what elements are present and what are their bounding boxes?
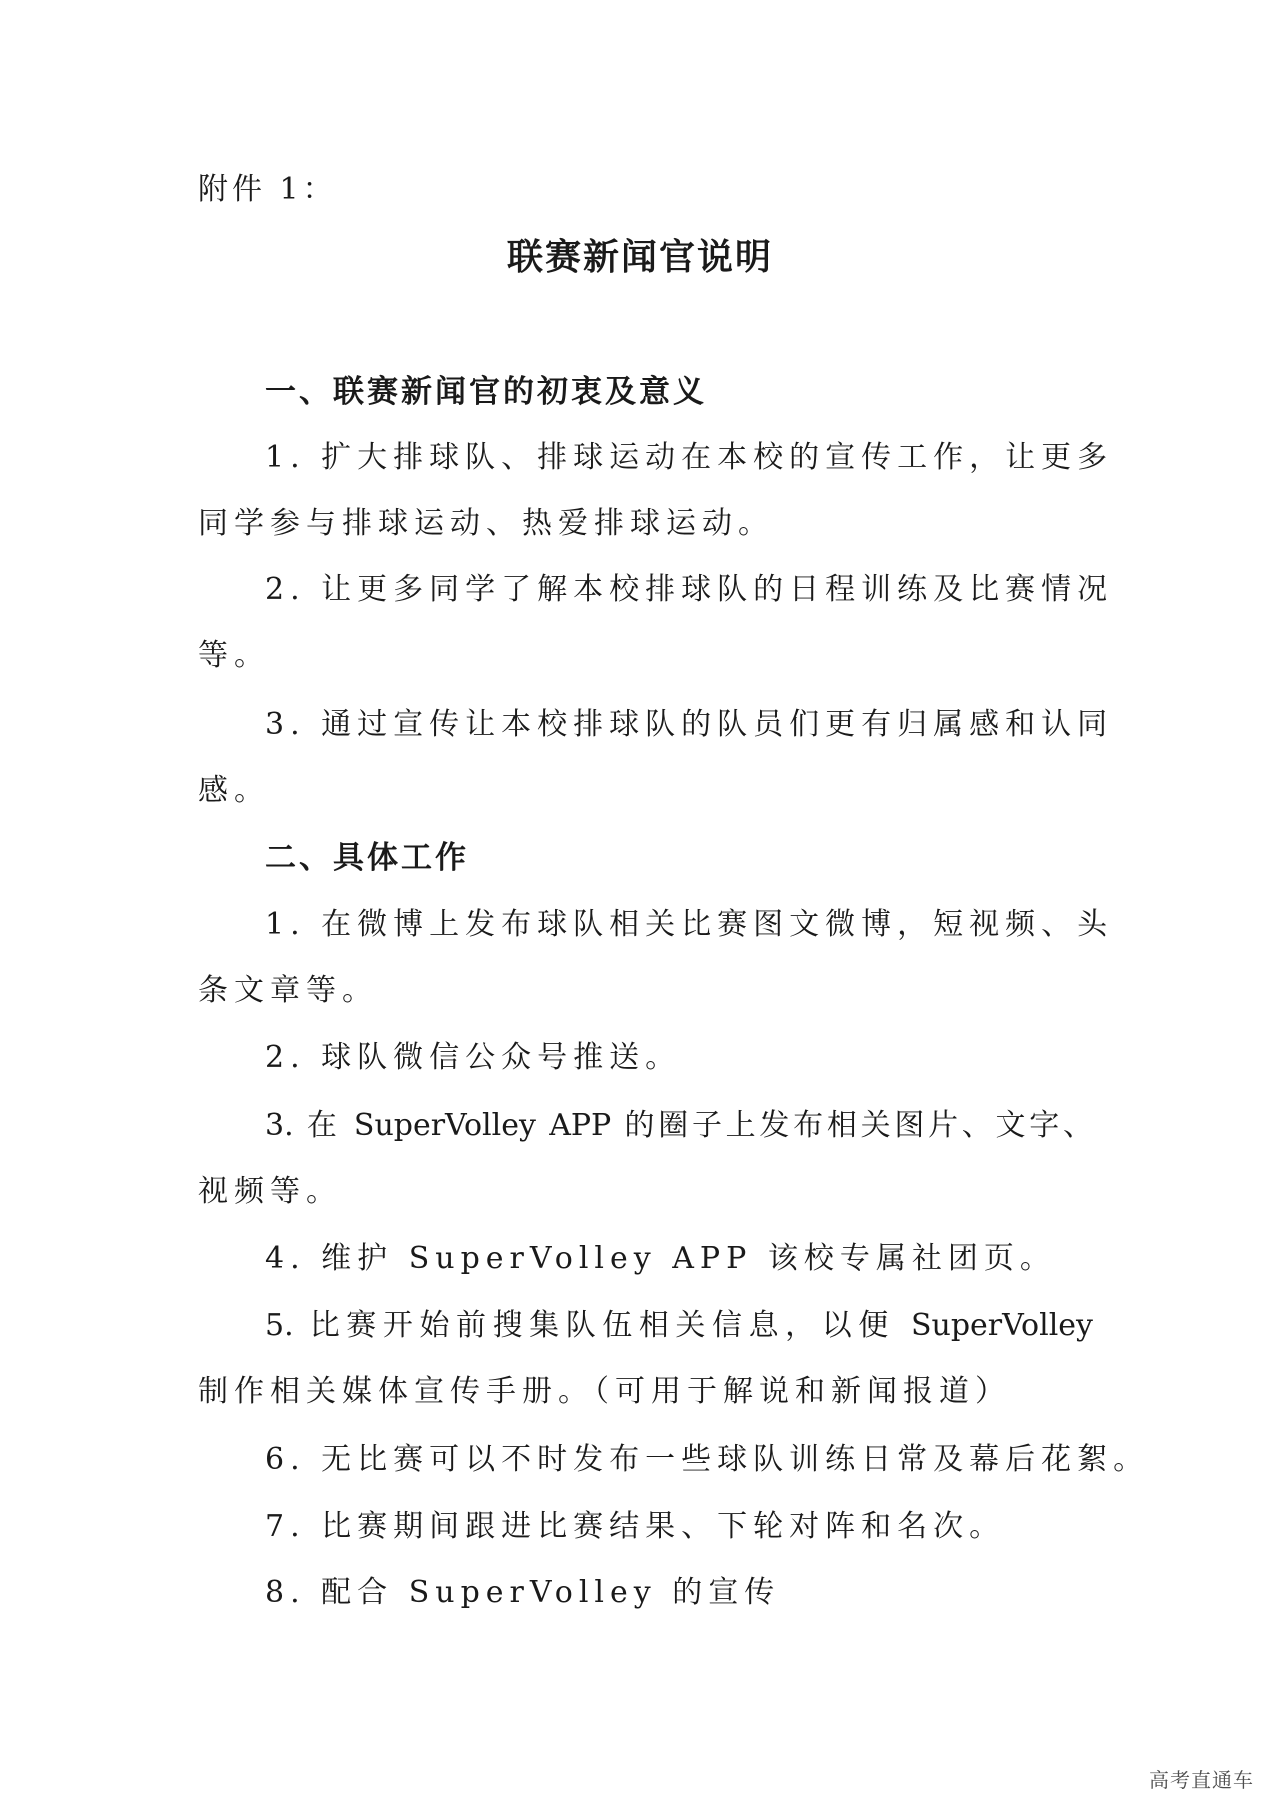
task-item-7-line-1: 7. 比赛期间跟进比赛结果、下轮对阵和名次。 bbox=[265, 1509, 1006, 1544]
task-item-5-line-1: 5. 比赛开始前搜集队伍相关信息，以便 SuperVolley bbox=[265, 1308, 1093, 1343]
attachment-label: 附件 1： bbox=[198, 172, 337, 207]
purpose-item-2-line-1: 2. 让更多同学了解本校排球队的日程训练及比赛情况 bbox=[265, 572, 1114, 607]
task-item-2-line-1: 2. 球队微信公众号推送。 bbox=[265, 1040, 682, 1075]
task-item-6-line-1: 6. 无比赛可以不时发布一些球队训练日常及幕后花絮。 bbox=[265, 1442, 1150, 1477]
purpose-item-3-line-1: 3. 通过宣传让本校排球队的队员们更有归属感和认同 bbox=[265, 707, 1114, 742]
task-item-1-line-1: 1. 在微博上发布球队相关比赛图文微博，短视频、头 bbox=[265, 907, 1114, 942]
task-item-3-line-2: 视频等。 bbox=[198, 1174, 342, 1209]
task-item-8-line-1: 8. 配合 SuperVolley 的宣传 bbox=[265, 1575, 781, 1610]
purpose-item-3-line-2: 感。 bbox=[198, 773, 270, 808]
purpose-item-1-line-1: 1. 扩大排球队、排球运动在本校的宣传工作，让更多 bbox=[265, 440, 1114, 475]
task-item-4-line-1: 4. 维护 SuperVolley APP 该校专属社团页。 bbox=[265, 1241, 1056, 1276]
section-heading-tasks: 二、具体工作 bbox=[265, 840, 469, 876]
purpose-item-1-line-2: 同学参与排球运动、热爱排球运动。 bbox=[198, 506, 774, 541]
task-item-1-line-2: 条文章等。 bbox=[198, 973, 378, 1008]
watermark-label: 高考直通车 bbox=[1145, 1766, 1258, 1794]
document-title: 联赛新闻官说明 bbox=[506, 237, 773, 278]
task-item-5-line-2: 制作相关媒体宣传手册。（可用于解说和新闻报道） bbox=[198, 1374, 1011, 1409]
section-heading-purpose: 一、联赛新闻官的初衷及意义 bbox=[265, 374, 707, 410]
task-item-3-line-1: 3. 在 SuperVolley APP 的圈子上发布相关图片、文字、 bbox=[265, 1108, 1093, 1143]
purpose-item-2-line-2: 等。 bbox=[198, 638, 270, 673]
